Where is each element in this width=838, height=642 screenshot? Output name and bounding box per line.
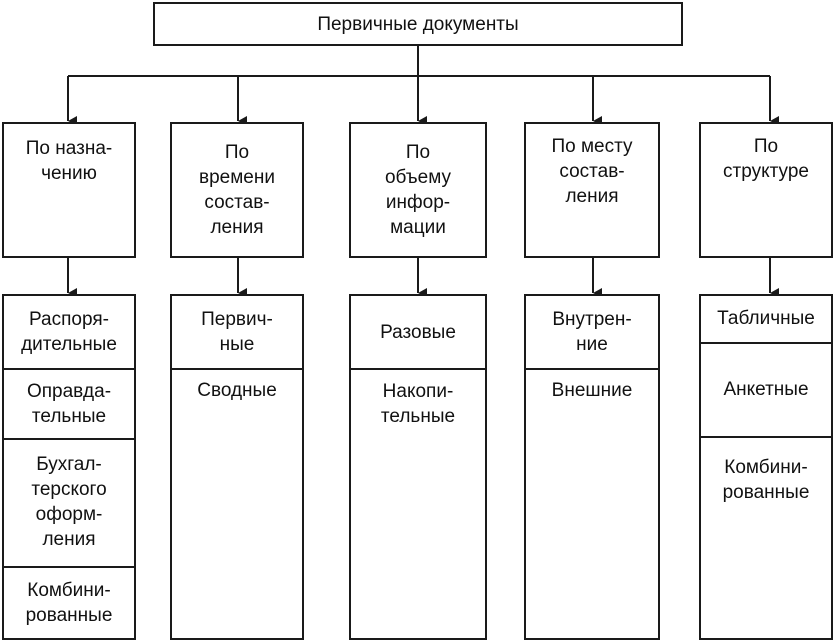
- list-item: Разовые: [380, 321, 456, 343]
- category-box-structure: [699, 122, 833, 258]
- list-item: Табличные: [717, 307, 815, 329]
- list-column-time: [170, 294, 304, 640]
- list-item: Анкетные: [723, 378, 809, 400]
- list-item: Первич- ные: [201, 309, 273, 355]
- list-item: Внешние: [551, 379, 633, 401]
- list-item: Комбини- рованные: [25, 580, 113, 626]
- list-divider: [526, 368, 658, 370]
- category-box-time: [170, 122, 304, 258]
- list-item: Распоря- дительные: [21, 309, 117, 355]
- list-item: Комбини- рованные: [722, 457, 810, 503]
- list-item: Накопи- тельные: [380, 381, 456, 427]
- list-column-purpose: [2, 294, 136, 640]
- root-label: Первичные документы: [317, 13, 519, 35]
- list-item: Сводные: [197, 379, 277, 401]
- list-column-structure: [699, 294, 833, 640]
- category-box-volume: [349, 122, 487, 258]
- root-box: [153, 2, 683, 46]
- category-label-structure: По структуре: [723, 136, 809, 182]
- category-label-purpose: По назна- чению: [25, 138, 113, 184]
- list-item: Оправда- тельные: [26, 381, 112, 427]
- category-label-volume: По объему инфор- мации: [384, 142, 452, 238]
- list-column-volume: [349, 294, 487, 640]
- category-box-purpose: [2, 122, 136, 258]
- list-divider: [172, 368, 302, 370]
- list-divider: [701, 436, 831, 438]
- category-label-time: По времени состав- ления: [199, 142, 275, 238]
- list-item: Бухгал- терского оформ- ления: [31, 454, 107, 550]
- list-column-place: [524, 294, 660, 640]
- list-divider: [351, 368, 485, 370]
- list-item: Внутрен- ние: [552, 309, 632, 355]
- category-label-place: По месту состав- ления: [551, 136, 633, 207]
- category-box-place: [524, 122, 660, 258]
- list-divider: [701, 342, 831, 344]
